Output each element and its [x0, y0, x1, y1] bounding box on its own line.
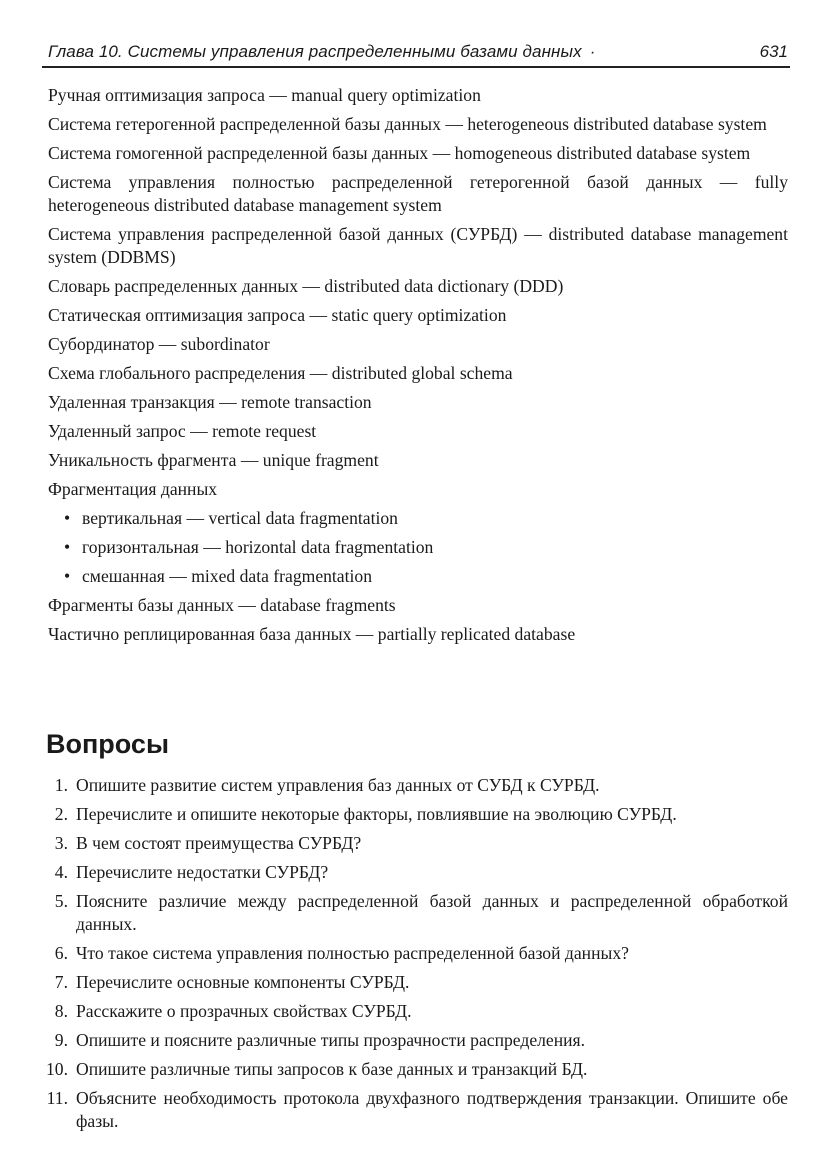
question-number: 6.	[54, 943, 68, 963]
glossary-term: Ручная оптимизация запроса — manual query optimization	[48, 85, 481, 105]
section-heading: Вопросы	[46, 729, 170, 759]
glossary-term: Схема глобального распределения — distributed global schema	[48, 363, 513, 383]
glossary-term: Субординатор — subordinator	[48, 334, 270, 354]
glossary-term: Система гетерогенной распределенной базы данных — heterogeneous distributed database system	[48, 114, 767, 134]
glossary-term: Удаленный запрос — remote request	[48, 421, 317, 441]
glossary-list	[48, 84, 788, 652]
question-text: Объясните необходимость протокола двухфазного подтверждения транзакции. Опишите обе фазы.	[76, 1088, 788, 1131]
glossary-term: Словарь распределенных данных — distributed data dictionary (DDD)	[48, 276, 564, 296]
list-item: • вертикальная — vertical data fragmentation	[64, 508, 398, 528]
question-item	[46, 971, 788, 994]
question-number: 8.	[54, 1001, 68, 1021]
question-number: 5.	[54, 891, 68, 911]
question-text: Опишите развитие систем управления баз данных от СУБД к СУРБД.	[76, 775, 600, 795]
list-item: • смешанная — mixed data fragmentation	[64, 566, 372, 586]
question-item	[46, 1087, 788, 1133]
bullet-icon: •	[64, 537, 71, 557]
question-number: 4.	[54, 862, 68, 882]
glossary-term: Система управления распределенной базой данных (СУРБД) — distributed database management system (DDBMS)	[48, 224, 788, 267]
question-item	[46, 1000, 788, 1023]
question-text: Поясните различие между распределенной базой данных и распределенной обработкой данных.	[76, 891, 788, 934]
question-text: В чем состоят преимущества СУРБД?	[76, 833, 362, 853]
question-item	[46, 1029, 788, 1052]
fragmentation-sublist	[48, 507, 788, 588]
question-text: Что такое система управления полностью распределенной базой данных?	[76, 943, 629, 963]
glossary-term: Уникальность фрагмента — unique fragment	[48, 450, 379, 470]
question-item	[46, 832, 788, 855]
bullet-icon: •	[64, 566, 71, 586]
question-text: Перечислите и опишите некоторые факторы, повлиявшие на эволюцию СУРБД.	[76, 804, 677, 824]
question-number: 2.	[54, 804, 68, 824]
glossary-term: Система гомогенной распределенной базы данных — homogeneous distributed database system	[48, 143, 751, 163]
chapter-title: Глава 10. Системы управления распределенными базами данных ·	[48, 42, 596, 61]
glossary-term: Фрагменты базы данных — database fragments	[48, 595, 396, 615]
list-item: • горизонтальная — horizontal data fragmentation	[64, 537, 434, 557]
question-text: Опишите различные типы запросов к базе данных и транзакций БД.	[76, 1059, 588, 1079]
questions-list	[46, 774, 788, 1139]
question-text: Опишите и поясните различные типы прозрачности распределения.	[76, 1030, 586, 1050]
question-text: Перечислите недостатки СУРБД?	[76, 862, 329, 882]
question-number: 9.	[54, 1030, 68, 1050]
question-item	[46, 861, 788, 884]
glossary-term: Удаленная транзакция — remote transaction	[48, 392, 372, 412]
question-number: 10.	[46, 1059, 68, 1079]
header-separator: ·	[589, 42, 596, 61]
question-item	[46, 942, 788, 965]
question-number: 1.	[54, 775, 68, 795]
question-text: Перечислите основные компоненты СУРБД.	[76, 972, 410, 992]
running-header	[42, 34, 790, 68]
glossary-term: Частично реплицированная база данных — partially replicated database	[48, 624, 576, 644]
glossary-term: Статическая оптимизация запроса — static query optimization	[48, 305, 507, 325]
question-item	[46, 890, 788, 936]
page-number: 631	[759, 42, 788, 61]
bullet-icon: •	[64, 508, 71, 528]
question-text: Расскажите о прозрачных свойствах СУРБД.	[76, 1001, 412, 1021]
question-number: 7.	[54, 972, 68, 992]
glossary-term: Система управления полностью распределенной гетерогенной базой данных — fully heterogeneous distributed database management system	[48, 172, 788, 215]
question-number: 3.	[54, 833, 68, 853]
question-number: 11.	[46, 1088, 68, 1108]
question-item	[46, 774, 788, 797]
glossary-term: Фрагментация данных	[48, 479, 218, 499]
question-item	[46, 1058, 788, 1081]
question-item	[46, 803, 788, 826]
